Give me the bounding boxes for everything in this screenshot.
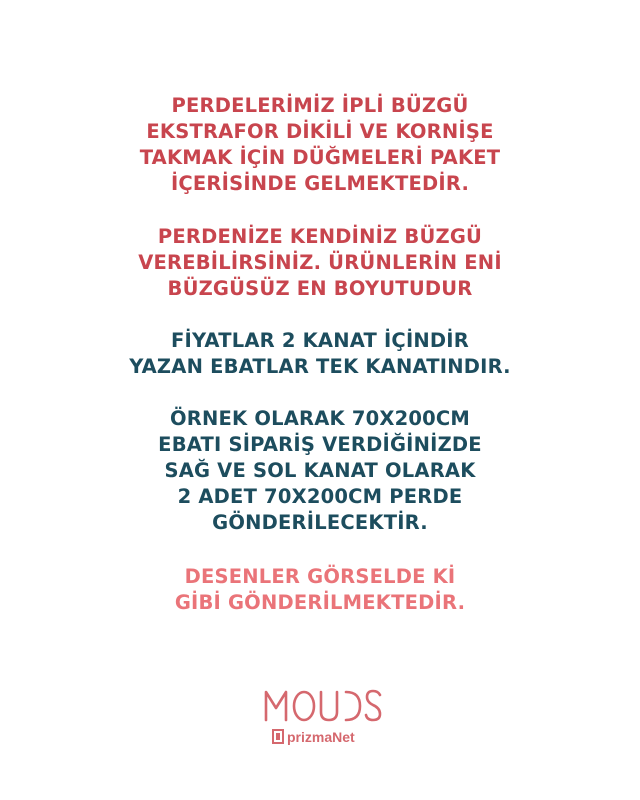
paragraph-price-info: [0, 328, 640, 380]
text-line: VEREBİLİRSİNİZ. ÜRÜNLERİN ENİ: [138, 251, 502, 274]
text-line: GİBİ GÖNDERİLMEKTEDİR.: [174, 591, 466, 614]
text-line: ÖRNEK OLARAK 70X200CM: [169, 407, 471, 430]
text-line: PERDELERİMİZ İPLİ BÜZGÜ: [171, 94, 469, 117]
paragraph-pattern-info: [0, 564, 640, 616]
text-line: EBATI SİPARİŞ VERDİĞİNİZDE: [158, 433, 482, 456]
text-line: DESENLER GÖRSELDE Kİ: [184, 565, 456, 588]
paragraph-width-info: [0, 224, 640, 302]
text-line: TAKMAK İÇİN DÜĞMELERİ PAKET: [139, 146, 501, 169]
paragraph-example-info: [0, 406, 640, 536]
text-line: EKSTRAFOR DİKİLİ VE KORNİŞE: [146, 120, 494, 143]
brand-logo: [258, 684, 388, 754]
text-line: YAZAN EBATLAR TEK KANATINDIR.: [129, 355, 511, 378]
text-line: FİYATLAR 2 KANAT İÇİNDİR: [171, 329, 469, 352]
text-line: SAĞ VE SOL KANAT OLARAK: [164, 459, 476, 482]
paragraph-sewing-info: [0, 93, 640, 197]
prizma-emblem-icon: [272, 729, 284, 744]
text-line: İÇERİSİNDE GELMEKTEDİR.: [170, 172, 470, 195]
text-line: GÖNDERİLECEKTİR.: [212, 511, 428, 534]
mouds-logo-mark: [258, 684, 388, 754]
logo-subtext: prizmaNet: [287, 729, 355, 745]
text-line: PERDENİZE KENDİNİZ BÜZGÜ: [157, 225, 483, 248]
text-line: BÜZGÜSÜZ EN BOYUTUDUR: [167, 277, 473, 300]
text-line: 2 ADET 70X200CM PERDE: [177, 485, 463, 508]
